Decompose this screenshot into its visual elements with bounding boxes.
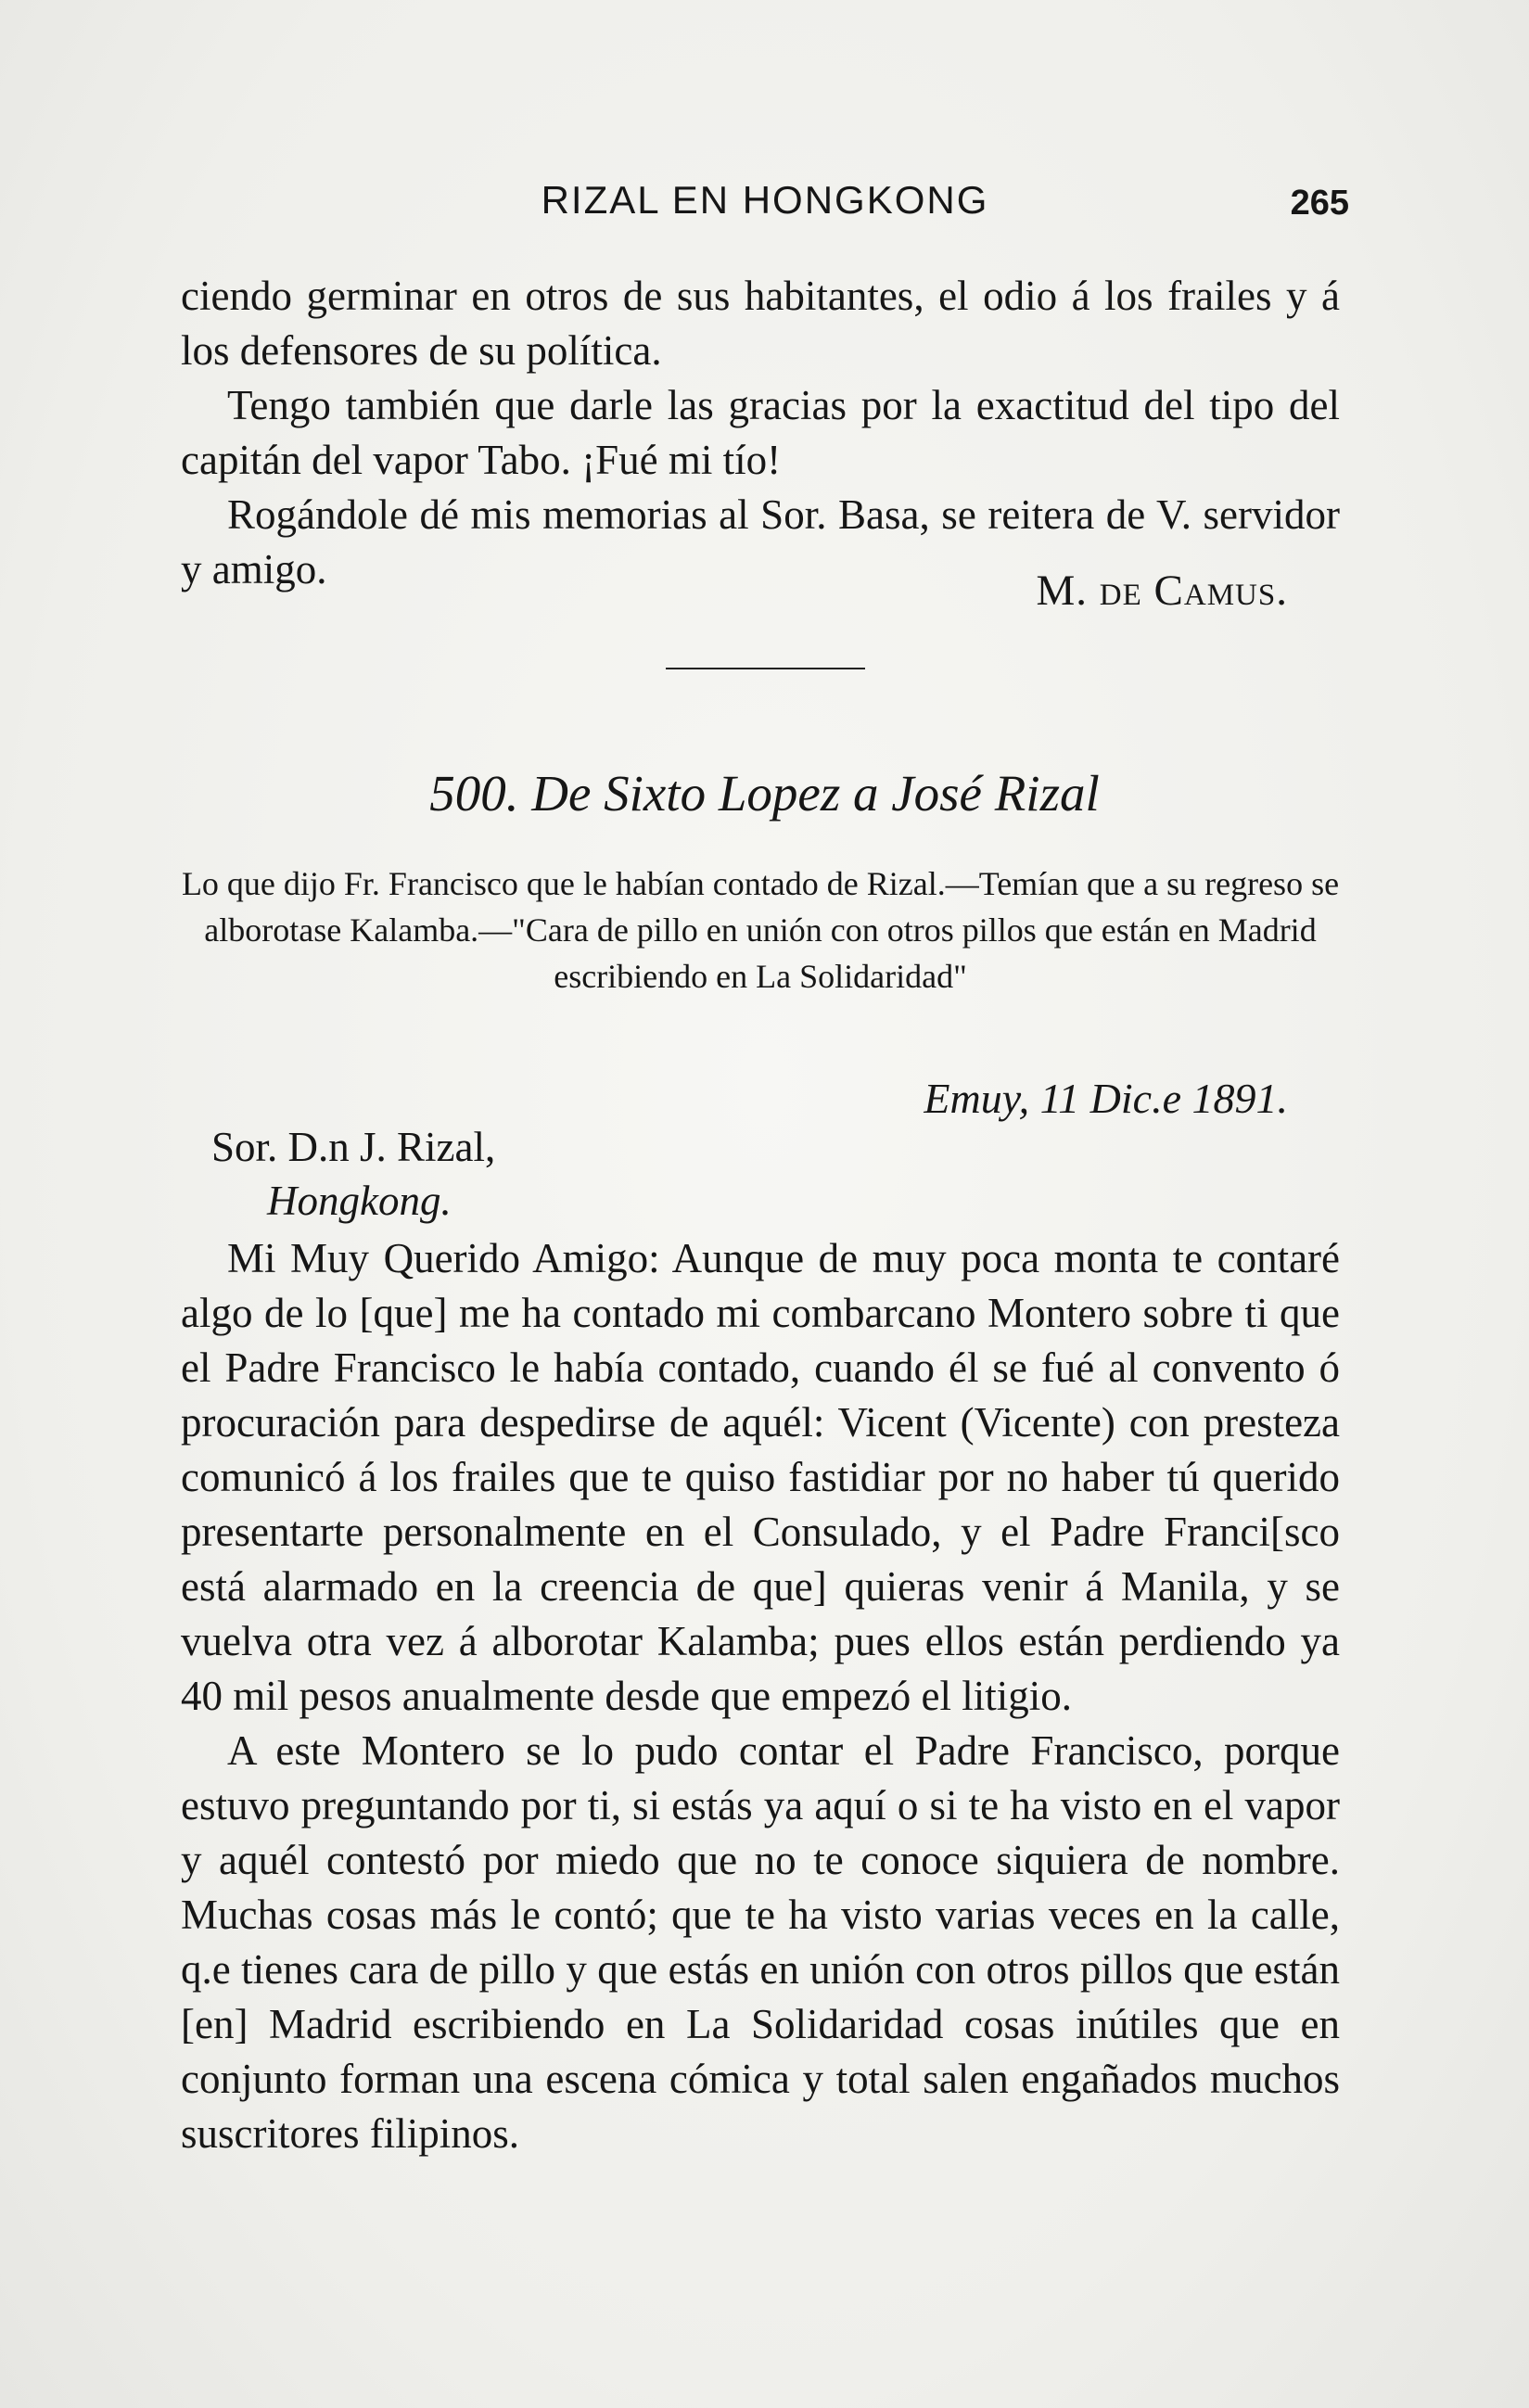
paragraph: A este Montero se lo pudo contar el Padre Francisco, porque estuvo preguntando por ti, si estás ya aquí o si te ha visto en el vapor y aquél contestó por miedo que no te conoce siquiera de nombre. Muchas cosas más le contó; que te ha visto varias veces en la calle, q.e tienes cara de pillo y que estás en unión con otros pillos que están [en] Madrid escribiendo en La Solidaridad cosas inútiles que en conjunto forman una escena cómica y total salen engañados muchos suscritores filipinos. bbox=[181, 1727, 1340, 2157]
section-divider bbox=[666, 668, 865, 669]
signature: M. de Camus. bbox=[1036, 567, 1288, 615]
paragraph: Rogándole dé mis memorias al Sor. Basa, se reitera de V. servidor y amigo. bbox=[181, 491, 1340, 592]
addressee-block bbox=[211, 1120, 495, 1228]
running-head: RIZAL EN HONGKONG bbox=[541, 178, 989, 222]
previous-letter-ending bbox=[181, 269, 1340, 597]
addressee: Sor. D.n J. Rizal, bbox=[211, 1124, 496, 1170]
dateline: Emuy, 11 Dic.e 1891. bbox=[924, 1075, 1288, 1122]
page-number: 265 bbox=[1290, 184, 1349, 223]
letter-title: 500. De Sixto Lopez a José Rizal bbox=[429, 765, 1100, 822]
letter-summary: Lo que dijo Fr. Francisco que le habían contado de Rizal.—Temían que a su regreso se alborotase Kalamba.—"Cara de pillo en unión con otros pillos que están en Madrid escribiendo en La Solidaridad" bbox=[181, 865, 1340, 995]
addressee-city: Hongkong. bbox=[267, 1178, 452, 1224]
page-header bbox=[181, 178, 1349, 234]
paragraph: ciendo germinar en otros de sus habitantes, el odio á los frailes y á los defensores de su política. bbox=[181, 273, 1340, 374]
letter-body bbox=[181, 1231, 1340, 2161]
paragraph: Mi Muy Querido Amigo: Aunque de muy poca monta te contaré algo de lo [que] me ha contado mi combarcano Montero sobre ti que el Padre Francisco le había contado, cuando él se fué al convento ó procuración para despedirse de aquél: Vicent (Vicente) con presteza comunicó á los frailes que te quiso fastidiar por no haber tú querido presentarte personalmente en el Consulado, y el Padre Franci[sco está alarmado en la creencia de que] quieras venir á Manila, y se vuelva otra vez á alborotar Kalamba; pues ellos están perdiendo ya 40 mil pesos anualmente desde que empezó el litigio. bbox=[181, 1235, 1340, 1719]
paragraph: Tengo también que darle las gracias por la exactitud del tipo del capitán del vapor Tabo. ¡Fué mi tío! bbox=[181, 382, 1340, 483]
